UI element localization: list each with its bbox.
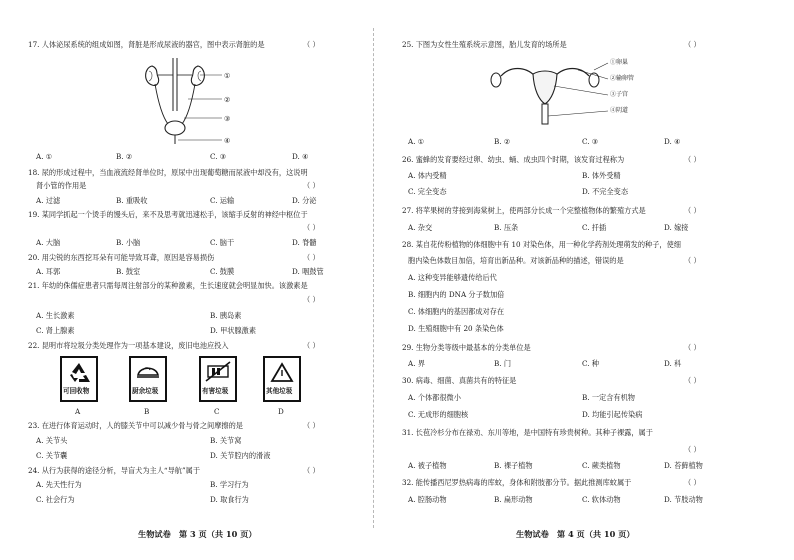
q22-letter-a: A [75,407,81,416]
q28-stem-line1: 28. 某自花传粉植物的体细胞中有 10 对染色体，用一种化学药剂处理萌发的种子，使细 [402,240,681,249]
q26-option-a: A. 体内受精 [408,171,447,180]
q32-stem-line1: 32. 能传播西尼罗热病毒的库蚊，身体和附肢都分节。据此推测库蚊属于 [402,478,632,487]
q24-option-d: D. 取食行为 [210,495,249,504]
q32-option-d: D. 节肢动物 [664,495,703,504]
q31-option-d: D. 苔藓植物 [664,461,703,470]
q32-option-b: B. 扁形动物 [494,495,533,504]
q29-option-c: C. 种 [582,359,599,368]
q27-option-d: D. 嫁接 [664,223,689,232]
q21-option-d: D. 甲状腺激素 [210,326,257,335]
q19-option-a: A. 大脑 [36,238,61,247]
bin-label-a: 可回收物 [63,387,90,395]
q22-letter-c: C [214,407,220,416]
q21-option-a: A. 生长激素 [36,311,75,320]
q17-option-d: D. ④ [292,152,309,161]
q30-answer-paren: （ ） [684,376,701,385]
q20-answer-paren: （ ） [303,253,320,262]
q19-option-d: D. 脊髓 [292,238,317,247]
q26-option-d: D. 不完全变态 [582,187,629,196]
bin-label-d: 其他垃圾 [266,387,293,395]
q19-stem-line1: 19. 某同学抓起一个烫手的馒头后，来不及思考就迅速松手，该缩手反射的神经中枢位于 [28,210,308,219]
q31-answer-paren: （ ） [684,445,701,454]
q20-stem: 20. 用尖锐的东西挖耳朵有可能导致耳聋，原因是容易损伤 [28,253,215,262]
q27-answer-paren: （ ） [684,206,701,215]
q24-option-c: C. 社会行为 [36,495,75,504]
exam-page-4 [378,0,794,560]
q23-option-b: B. 关节窝 [210,436,242,445]
q18-option-a: A. 过滤 [36,196,61,205]
q17-label-1: ① [224,71,231,80]
urinary-system-diagram [140,56,250,148]
q23-stem: 23. 在进行体育运动时，人的膝关节中可以减少骨与骨之间摩擦的是 [28,421,243,430]
q24-option-b: B. 学习行为 [210,480,249,489]
q27-stem: 27. 将苹果树的芽接到海棠树上，使两部分长成一个完整植物体的繁殖方式是 [402,206,646,215]
q17-answer-paren: （ ） [303,40,320,49]
q21-option-c: C. 肾上腺素 [36,326,75,335]
q25-label-2: ②输卵管 [610,75,635,82]
other-waste-bin-icon [263,356,301,402]
q19-answer-paren: （ ） [303,223,320,232]
q25-option-b: B. ② [494,137,511,146]
q24-stem: 24. 从行为获得的途径分析，导盲犬为主人“导航”属于 [28,466,201,475]
kitchen-waste-bin-icon [129,356,167,402]
q26-stem: 26. 蜜蜂的发育要经过卵、幼虫、蛹、成虫四个时期，该发育过程称为 [402,155,625,164]
q18-answer-paren: （ ） [303,181,320,190]
q21-stem-line1: 21. 年幼的侏儒症患者只需每周注射部分的某种激素，生长速度就会明显加快。该激素是 [28,281,308,290]
q26-option-b: B. 体外受精 [582,171,621,180]
q25-stem: 25. 下图为女性生殖系统示意图，胎儿发育的场所是 [402,40,567,49]
q28-answer-paren: （ ） [684,256,701,265]
q17-label-2: ② [224,95,231,104]
q27-option-a: A. 杂交 [408,223,433,232]
q28-option-d: D. 生殖细胞中有 20 条染色体 [408,324,504,333]
q25-answer-paren: （ ） [684,40,701,49]
q21-answer-paren: （ ） [303,295,320,304]
q20-option-a: A. 耳郭 [36,267,61,276]
q18-stem-line1: 18. 尿的形成过程中，当血液流经肾单位时，原尿中出现葡萄糖而尿液中却没有，这说明 [28,168,308,177]
q32-answer-paren: （ ） [684,478,701,487]
q25-label-4: ④阴道 [610,107,629,114]
q18-option-b: B. 重吸收 [116,196,148,205]
q22-answer-paren: （ ） [303,341,320,350]
q30-option-c: C. 无成形的细胞核 [408,410,469,419]
q17-label-3: ③ [224,114,231,123]
q28-option-a: A. 这种变异能够遗传给后代 [408,273,497,282]
q23-option-a: A. 关节头 [36,436,68,445]
q17-option-c: C. ③ [210,152,227,161]
q25-label-1: ①卵巢 [610,59,629,66]
q23-answer-paren: （ ） [303,421,320,430]
q17-stem: 17. 人体泌尿系统的组成如图，肾脏是形成尿液的器官，图中表示肾脏的是 [28,40,265,49]
q20-option-b: B. 鼓室 [116,267,141,276]
q29-option-d: D. 科 [664,359,682,368]
q25-option-a: A. ① [408,137,425,146]
q30-option-b: B. 一定含有机物 [582,393,635,402]
page-footer-left: 生物试卷 第 3 页（共 10 页） [138,529,257,539]
q17-option-a: A. ① [36,152,53,161]
q31-option-a: A. 被子植物 [408,461,447,470]
q31-option-c: C. 蕨类植物 [582,461,621,470]
page-divider [373,28,374,528]
q22-stem: 22. 昆明市将垃圾分类处理作为一项基本建设，废旧电池应投入 [28,341,229,350]
q20-option-c: C. 鼓膜 [210,267,235,276]
q18-option-d: D. 分泌 [292,196,317,205]
q19-option-b: B. 小脑 [116,238,141,247]
recyclable-bin-icon [60,356,98,402]
q31-option-b: B. 裸子植物 [494,461,533,470]
q27-option-b: B. 压条 [494,223,519,232]
q30-option-d: D. 均能引起传染病 [582,410,643,419]
q25-option-d: D. ④ [664,137,681,146]
q28-option-c: C. 体细胞内的基因都成对存在 [408,307,505,316]
bin-label-b: 厨余垃圾 [132,387,159,395]
q31-stem-line1: 31. 长苞冷杉分布在禄劝、东川等地，是中国特有珍贵树种。其种子裸露，属于 [402,428,653,437]
bin-label-c: 有害垃圾 [202,387,229,395]
q22-letter-b: B [144,407,150,416]
q25-option-c: C. ③ [582,137,599,146]
q24-option-a: A. 先天性行为 [36,480,82,489]
q18-stem-line2: 肾小管的作用是 [36,181,87,190]
q23-option-d: D. 关节腔内的滑液 [210,451,271,460]
q32-option-c: C. 软体动物 [582,495,621,504]
q28-stem-line2: 胞内染色体数目加倍，培育出新品种。对该新品种的描述，错误的是 [408,256,624,265]
q17-label-4: ④ [224,136,231,145]
q27-option-c: C. 扦插 [582,223,607,232]
female-reproductive-diagram [490,56,610,126]
q25-label-3: ③子宫 [610,91,629,98]
q29-stem: 29. 生物分类等级中最基本的分类单位是 [402,343,531,352]
q18-option-c: C. 运输 [210,196,235,205]
exam-page-3 [0,0,372,560]
q29-answer-paren: （ ） [684,343,701,352]
q29-option-a: A. 界 [408,359,425,368]
q19-option-c: C. 脑干 [210,238,235,247]
page-footer-right: 生物试卷 第 4 页（共 10 页） [516,529,635,539]
q30-option-a: A. 个体都很微小 [408,393,461,402]
q17-option-b: B. ② [116,152,133,161]
q21-option-b: B. 胰岛素 [210,311,242,320]
q26-option-c: C. 完全变态 [408,187,447,196]
q22-letter-d: D [278,407,284,416]
q24-answer-paren: （ ） [303,466,320,475]
q20-option-d: D. 咽鼓管 [292,267,324,276]
q32-option-a: A. 腔肠动物 [408,495,447,504]
q28-option-b: B. 细胞内的 DNA 分子数加倍 [408,290,505,299]
q23-option-c: C. 关节囊 [36,451,68,460]
q29-option-b: B. 门 [494,359,512,368]
hazardous-waste-bin-icon [199,356,237,402]
q26-answer-paren: （ ） [684,155,701,164]
q30-stem: 30. 病毒、细菌、真菌共有的特征是 [402,376,517,385]
